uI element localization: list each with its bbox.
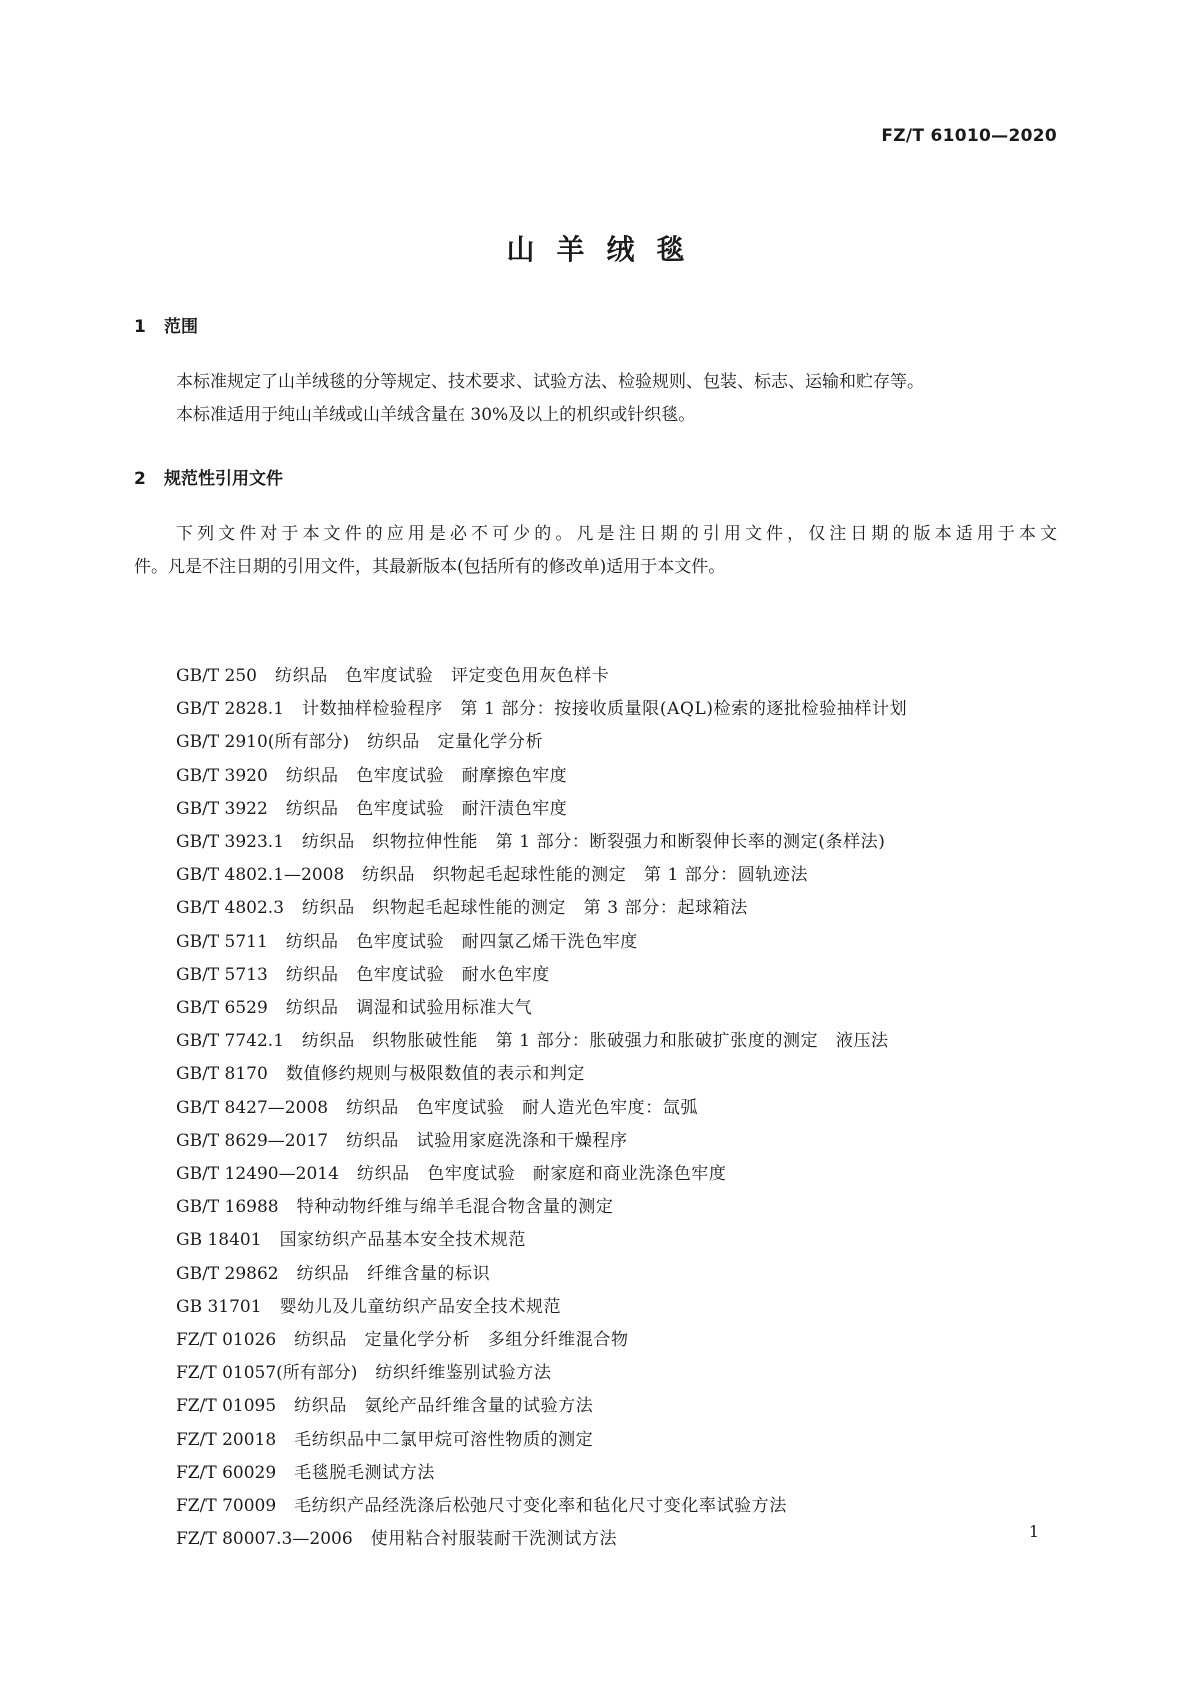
reference-item — [176, 1058, 907, 1091]
reference-code: GB 18401 — [176, 1230, 262, 1251]
reference-title: 纺织品 色牢度试验 耐家庭和商业洗涤色牢度 — [356, 1164, 727, 1185]
reference-title: 纺织品 色牢度试验 耐水色牢度 — [285, 964, 550, 985]
reference-code: GB/T 5711 — [176, 931, 268, 952]
reference-title: 纺织品 色牢度试验 耐摩擦色牢度 — [285, 765, 568, 786]
reference-title: 纺织品 织物拉伸性能 第 1 部分：断裂强力和断裂伸长率的测定(条样法) — [302, 832, 886, 853]
reference-title: 数值修约规则与极限数值的表示和判定 — [285, 1064, 586, 1085]
paragraph: 本标准适用于纯山羊绒或山羊绒含量在 30%及以上的机织或针织毯。 — [176, 405, 696, 425]
reference-item — [176, 859, 907, 892]
reference-code: FZ/T 20018 — [176, 1429, 277, 1450]
reference-title: 计数抽样检验程序 第 1 部分：按接收质量限(AQL)检索的逐批检验抽样计划 — [302, 699, 908, 720]
reference-code: GB/T 2828.1 — [176, 699, 285, 720]
paragraph-line: 下列文件对于本文件的应用是必不可少的。凡是注日期的引用文件，仅注日期的版本适用于本文 — [176, 524, 1057, 544]
reference-item — [176, 1523, 907, 1556]
reference-item — [176, 959, 907, 992]
reference-code: GB/T 4802.1—2008 — [176, 865, 345, 886]
reference-item — [176, 693, 907, 726]
reference-title: 纺织品 氨纶产品纤维含量的试验方法 — [294, 1396, 594, 1417]
reference-item — [176, 760, 907, 793]
reference-code: GB/T 3920 — [176, 765, 268, 786]
normative-references-list — [176, 660, 907, 1556]
reference-item — [176, 826, 907, 859]
reference-title: 纺织品 色牢度试验 耐人造光色牢度：氙弧 — [346, 1097, 699, 1118]
reference-title: 纺织品 织物起毛起球性能的测定 第 1 部分：圆轨迹法 — [362, 865, 809, 886]
reference-code: GB/T 3923.1 — [176, 832, 285, 853]
reference-code: GB/T 16988 — [176, 1197, 279, 1218]
reference-item — [176, 892, 907, 925]
reference-item — [176, 1191, 907, 1224]
reference-title: 毛纺织产品经洗涤后松弛尺寸变化率和毡化尺寸变化率试验方法 — [294, 1496, 787, 1517]
reference-title: 毛毯脱毛测试方法 — [294, 1462, 435, 1483]
reference-code: GB/T 3922 — [176, 798, 268, 819]
reference-item — [176, 1490, 907, 1523]
section-2-heading — [134, 464, 283, 489]
reference-title: 纺织品 色牢度试验 耐汗渍色牢度 — [285, 798, 568, 819]
reference-code: GB 31701 — [176, 1296, 262, 1317]
section-2-intro — [134, 518, 1057, 584]
reference-item — [176, 1092, 907, 1125]
reference-item — [176, 926, 907, 959]
reference-code: FZ/T 60029 — [176, 1462, 277, 1483]
reference-code: GB/T 7742.1 — [176, 1031, 285, 1052]
reference-item — [176, 1258, 907, 1291]
section-title: 规范性引用文件 — [164, 469, 283, 489]
reference-code: GB/T 29862 — [176, 1263, 279, 1284]
reference-item — [176, 1158, 907, 1191]
reference-code: GB/T 8629—2017 — [176, 1130, 329, 1151]
section-1-heading — [134, 312, 198, 337]
reference-item — [176, 1424, 907, 1457]
reference-title: 婴幼儿及儿童纺织产品安全技术规范 — [279, 1296, 562, 1317]
reference-item — [176, 1324, 907, 1357]
reference-code: FZ/T 01026 — [176, 1330, 277, 1351]
reference-item — [176, 660, 907, 693]
reference-title: 纺织品 定量化学分析 — [367, 732, 544, 753]
reference-item — [176, 1457, 907, 1490]
paragraph-line: 件。凡是不注日期的引用文件，其最新版本(包括所有的修改单)适用于本文件。 — [134, 557, 726, 577]
standard-code: FZ/T 61010—2020 — [881, 126, 1057, 146]
reference-title: 特种动物纤维与绵羊毛混合物含量的测定 — [296, 1197, 614, 1218]
reference-item — [176, 793, 907, 826]
reference-code: GB/T 250 — [176, 666, 257, 686]
reference-code: GB/T 8170 — [176, 1064, 268, 1085]
reference-title: 纺织品 定量化学分析 多组分纤维混合物 — [294, 1330, 629, 1351]
reference-code: FZ/T 80007.3—2006 — [176, 1529, 353, 1550]
reference-title: 纺织品 织物胀破性能 第 1 部分：胀破强力和胀破扩张度的测定 液压法 — [302, 1031, 889, 1052]
reference-item — [176, 1125, 907, 1158]
reference-title: 纺织品 试验用家庭洗涤和干燥程序 — [346, 1130, 628, 1151]
reference-item — [176, 726, 907, 759]
reference-code: GB/T 6529 — [176, 998, 268, 1019]
reference-item — [176, 1390, 907, 1423]
reference-title: 纺织品 织物起毛起球性能的测定 第 3 部分：起球箱法 — [302, 898, 748, 919]
reference-code: GB/T 12490—2014 — [176, 1164, 339, 1185]
reference-code: GB/T 2910(所有部分) — [176, 732, 350, 753]
section-number: 2 — [134, 469, 146, 489]
section-title: 范围 — [164, 317, 198, 337]
reference-item — [176, 992, 907, 1025]
reference-title: 纺织品 色牢度试验 评定变色用灰色样卡 — [275, 666, 610, 686]
reference-item — [176, 1291, 907, 1324]
reference-title: 纺织品 纤维含量的标识 — [296, 1263, 491, 1284]
section-number: 1 — [134, 317, 146, 337]
reference-item — [176, 1224, 907, 1257]
reference-code: GB/T 4802.3 — [176, 898, 285, 919]
page-number: 1 — [1028, 1522, 1039, 1541]
paragraph: 本标准规定了山羊绒毯的分等规定、技术要求、试验方法、检验规则、包装、标志、运输和贮存等。 — [176, 372, 924, 392]
reference-code: FZ/T 01057(所有部分) — [176, 1363, 358, 1384]
reference-code: FZ/T 70009 — [176, 1496, 277, 1517]
reference-code: GB/T 8427—2008 — [176, 1097, 329, 1118]
reference-title: 纺织品 色牢度试验 耐四氯乙烯干洗色牢度 — [285, 931, 638, 952]
reference-title: 国家纺织产品基本安全技术规范 — [279, 1230, 526, 1251]
reference-title: 纺织品 调湿和试验用标准大气 — [285, 998, 533, 1019]
reference-code: FZ/T 01095 — [176, 1396, 277, 1417]
reference-title: 使用粘合衬服装耐干洗测试方法 — [370, 1529, 618, 1550]
reference-title: 纺织纤维鉴别试验方法 — [375, 1363, 552, 1384]
reference-item — [176, 1357, 907, 1390]
document-title: 山羊绒毯 — [506, 233, 707, 266]
reference-code: GB/T 5713 — [176, 964, 268, 985]
reference-item — [176, 1025, 907, 1058]
section-1-body — [134, 366, 1057, 432]
reference-title: 毛纺织品中二氯甲烷可溶性物质的测定 — [294, 1429, 594, 1450]
